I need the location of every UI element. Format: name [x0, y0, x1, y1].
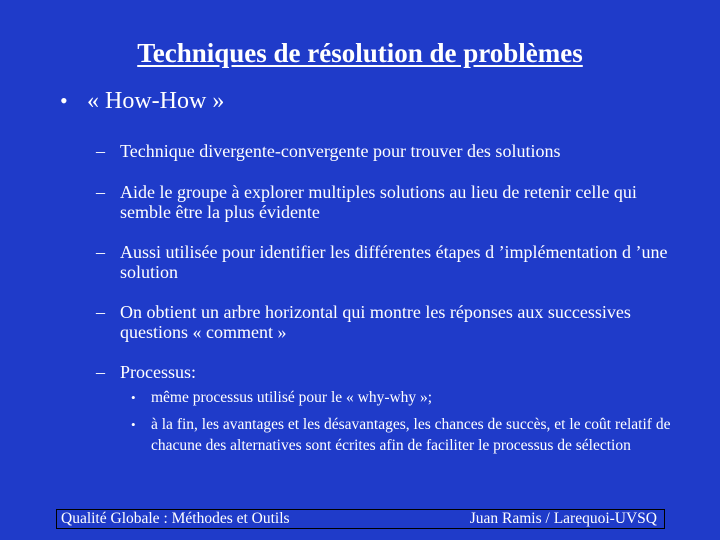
- sub-bullet-text: On obtient un arbre horizontal qui montre les réponses aux successives questions « comment »: [120, 302, 631, 342]
- sub-bullet: [96, 362, 686, 382]
- sub-bullet: [96, 182, 686, 222]
- dash-glyph: –: [96, 302, 105, 322]
- sub-bullet: [96, 242, 686, 282]
- dash-glyph: –: [96, 362, 105, 382]
- dash-glyph: –: [96, 182, 105, 202]
- footer-bar: [56, 509, 665, 529]
- sub-bullet-text: Aide le groupe à explorer multiples solutions au lieu de retenir celle qui semble être la plus évidente: [120, 182, 637, 222]
- sub-bullet-text: Technique divergente-convergente pour trouver des solutions: [120, 141, 561, 161]
- sub-bullet: [96, 302, 686, 342]
- sub-bullet-text: Aussi utilisée pour identifier les différentes étapes d ’implémentation d ’une solution: [120, 242, 668, 282]
- process-item: [131, 387, 671, 408]
- process-item-text: même processus utilisé pour le « why-why »;: [151, 389, 433, 406]
- sub-bullet-text: Processus:: [120, 362, 196, 382]
- bullet-glyph: •: [60, 88, 68, 113]
- main-bullet: [60, 88, 224, 115]
- footer-left: Qualité Globale : Méthodes et Outils: [61, 510, 290, 527]
- sub-bullet: [96, 141, 686, 161]
- process-item: [131, 414, 671, 456]
- small-bullet-glyph: •: [131, 390, 136, 405]
- small-bullet-glyph: •: [131, 417, 136, 432]
- main-bullet-text: « How-How »: [87, 88, 225, 114]
- slide-title: Techniques de résolution de problèmes: [137, 38, 583, 68]
- process-item-text: à la fin, les avantages et les désavantages, les chances de succès, et le coût relatif de chacune des alternatives sont écrites afin de faciliter le processus de sélection: [151, 416, 671, 454]
- footer-right: Juan Ramis / Larequoi-UVSQ: [469, 510, 657, 527]
- dash-glyph: –: [96, 141, 105, 161]
- dash-glyph: –: [96, 242, 105, 262]
